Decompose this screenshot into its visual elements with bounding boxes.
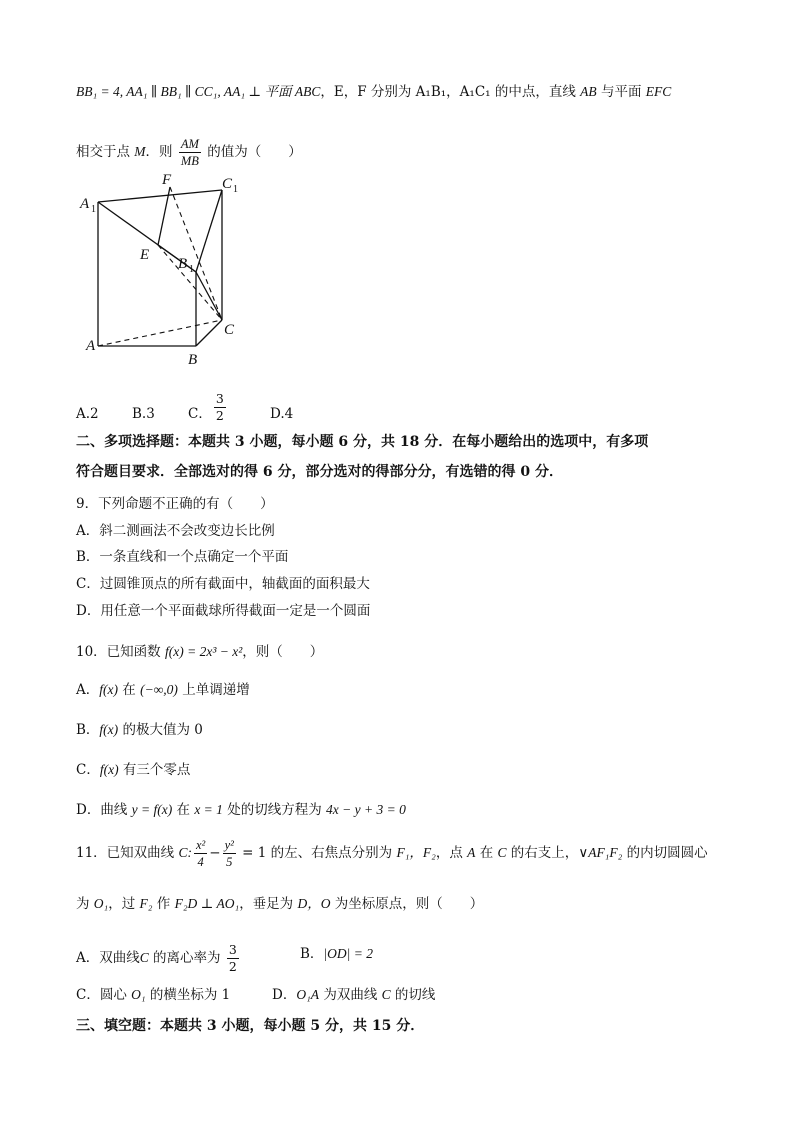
- q8-option-a: A.2: [76, 406, 99, 422]
- q8-stem-line1: [76, 82, 671, 102]
- q11-option-b: [300, 944, 373, 964]
- q8-option-b: B.3: [132, 406, 155, 422]
- label-c: C: [224, 322, 235, 338]
- edge-a1c1: [98, 190, 222, 202]
- q11-c-center: O₁: [131, 987, 146, 1002]
- q11-a-den: 2: [228, 959, 237, 974]
- prism-figure: [76, 172, 246, 372]
- q8-text-intersect: 相交于点: [76, 144, 135, 160]
- q11-x-num: x²: [195, 838, 206, 852]
- edge-b1c1: [196, 190, 222, 272]
- q11-stem-line1: [76, 836, 708, 870]
- q8-option-d: D.4: [270, 406, 294, 422]
- q9-option-a: A．斜二测画法不会改变边长比例: [76, 523, 275, 539]
- q11-l2-text4: ，垂足为: [239, 896, 298, 912]
- q11-minus: −: [209, 845, 221, 861]
- q10-option-a: [76, 680, 250, 700]
- q8-option-c-fraction: [214, 391, 226, 424]
- q11-option-c: [76, 985, 230, 1005]
- section2-heading-line2: 符合题目要求．全部选对的得 6 分，部分选对的得部分分，有选错的得 0 分．: [76, 464, 563, 480]
- plane-efc: EFC: [645, 84, 672, 99]
- q11-l2-text: 为: [76, 896, 94, 912]
- label-a: A: [86, 338, 96, 354]
- section3-heading: 三、填空题：本题共 3 小题，每小题 5 分，共 15 分．: [76, 1018, 425, 1034]
- q9-option-b: B．一条直线和一个点确定一个平面: [76, 549, 289, 565]
- q10-a-label: A．: [76, 682, 100, 698]
- dashed-ec: [158, 245, 222, 320]
- label-f: F: [162, 172, 172, 188]
- q11-a-text: 的离心率为: [148, 950, 225, 966]
- q11-y-den: 5: [226, 855, 233, 869]
- label-b1-sub: 1: [189, 264, 194, 275]
- label-b: B: [188, 352, 198, 368]
- label-c1-sub: 1: [233, 184, 238, 195]
- edge-bc: [196, 320, 222, 346]
- q10-d-tangent: 4x − y + 3 = 0: [326, 802, 406, 817]
- q9-stem: 9．下列命题不正确的有（ ）: [76, 496, 274, 512]
- q10-stem: [76, 642, 323, 662]
- q11-foci: F₁，F₂: [396, 845, 436, 860]
- label-c1: C: [222, 176, 233, 192]
- q11-center-o1: O₁: [93, 896, 109, 911]
- label-a1: A: [80, 196, 90, 212]
- q9-option-c: C．过圆锥顶点的所有截面中，轴截面的面积最大: [76, 576, 370, 592]
- label-a1-sub: 1: [91, 204, 96, 215]
- q11-b-label: B．: [300, 946, 324, 962]
- q10-text-end: ，则（ ）: [242, 644, 324, 660]
- q8-stem-line2: [76, 136, 302, 169]
- q11-a-num: 3: [228, 942, 237, 957]
- label-b1: B: [178, 256, 188, 272]
- q8-option-c-num: 3: [215, 391, 224, 406]
- q10-b-fx: f(x): [99, 722, 119, 737]
- q10-option-b: [76, 720, 203, 740]
- q10-b-text: 的极大值为 0: [118, 722, 203, 738]
- q10-d-text2: 处的切线方程为: [222, 802, 327, 818]
- q11-a-curve: C: [139, 950, 149, 965]
- q10-c-fx: f(x): [99, 762, 119, 777]
- q11-f2: F₂: [139, 896, 153, 911]
- fraction-numerator: AM: [180, 137, 199, 151]
- q10-a-text: 在: [117, 682, 141, 698]
- q11-perpendicular: F₂D ⊥ AO₁: [174, 896, 240, 911]
- line-ab: AB: [580, 84, 597, 99]
- dashed-ac: [98, 320, 222, 346]
- q11-text: 11．已知双曲线: [76, 845, 179, 861]
- q10-option-d: [76, 800, 406, 820]
- q9-option-d: D．用任意一个平面截球所得截面一定是一个圆面: [76, 603, 371, 619]
- q10-d-point: x = 1: [194, 802, 223, 817]
- q10-a-text-end: 上单调递增: [177, 682, 250, 698]
- q8-option-c-label: C．: [188, 406, 212, 422]
- q10-text: 10．已知函数: [76, 644, 165, 660]
- q11-b-eq: |OD| = 2: [323, 946, 373, 961]
- q8-text-plane: 与平面: [596, 84, 646, 100]
- q11-d-label: D．: [272, 987, 297, 1003]
- plane-abc: ABC: [294, 84, 321, 99]
- label-e: E: [140, 247, 150, 263]
- q11-stem-line2: [76, 894, 483, 914]
- q11-text-foci: 的左、右焦点分别为: [266, 845, 397, 861]
- q11-x-fraction: [194, 837, 207, 870]
- q10-c-text: 有三个零点: [118, 762, 191, 778]
- q11-text-on: 在: [475, 845, 498, 861]
- q11-a-label: A．双曲线: [76, 950, 140, 966]
- q11-option-d: [272, 985, 435, 1005]
- q10-option-c: [76, 760, 190, 780]
- q10-b-label: B．: [76, 722, 100, 738]
- q11-curve-c: C: [497, 845, 507, 860]
- point-m: M: [134, 144, 146, 159]
- q8-option-c: [188, 390, 228, 424]
- q11-a-fraction: [227, 942, 239, 975]
- q11-text-branch: 的右支上，: [506, 845, 579, 861]
- q11-d-text: 为双曲线: [319, 987, 382, 1003]
- q11-y-fraction: [223, 837, 236, 870]
- q8-text-value: 的值为（ ）: [202, 144, 302, 160]
- q10-d-curve: y = f(x): [131, 802, 173, 817]
- q10-c-label: C．: [76, 762, 100, 778]
- q11-text-point: ，点: [435, 845, 468, 861]
- q8-midpoints: ，E，F 分别为 A₁B₁，A₁C₁ 的中点，直线: [320, 84, 581, 100]
- q10-a-fx: f(x): [99, 682, 118, 697]
- q11-c-label: C．圆心: [76, 987, 132, 1003]
- section2-heading-line1: 二、多项选择题：本题共 3 小题，每小题 6 分，共 18 分．在每小题给出的选项中，有多项: [76, 434, 649, 450]
- segment-b1c: [196, 272, 222, 320]
- q10-a-interval: (−∞,0): [140, 682, 178, 697]
- q11-y-num: y²: [224, 838, 234, 852]
- q11-point-a: A: [467, 845, 476, 860]
- q11-l2-text3: 作: [152, 896, 175, 912]
- q11-points-do: D，O: [297, 896, 331, 911]
- q11-l2-text5: 为坐标原点，则（ ）: [330, 896, 484, 912]
- q11-d-text-end: 的切线: [390, 987, 436, 1003]
- q11-d-curve: C: [381, 987, 391, 1002]
- q11-equals: = 1: [237, 845, 267, 861]
- q8-option-c-den: 2: [215, 408, 224, 423]
- q8-text-then: ．则: [145, 144, 177, 160]
- ratio-fraction: [179, 136, 201, 169]
- q11-triangle: ∨AF₁F₂: [578, 845, 623, 860]
- q11-x-den: 4: [197, 855, 204, 869]
- q11-d-line: O₁A: [296, 987, 320, 1002]
- q8-conditions: BB₁ = 4, AA₁ ∥ BB₁ ∥ CC₁, AA₁ ⊥ 平面: [76, 84, 295, 99]
- q10-d-label: D．曲线: [76, 802, 132, 818]
- fraction-denominator: MB: [180, 154, 199, 168]
- q11-option-a: [76, 930, 241, 975]
- q10-function: f(x) = 2x³ − x²: [164, 644, 243, 659]
- q11-l2-text2: ，过: [108, 896, 140, 912]
- q11-curve-name: C:: [178, 845, 192, 860]
- q11-text-incircle: 的内切圆圆心: [622, 845, 708, 861]
- q10-d-text: 在: [172, 802, 195, 818]
- q11-c-text: 的横坐标为 1: [145, 987, 231, 1003]
